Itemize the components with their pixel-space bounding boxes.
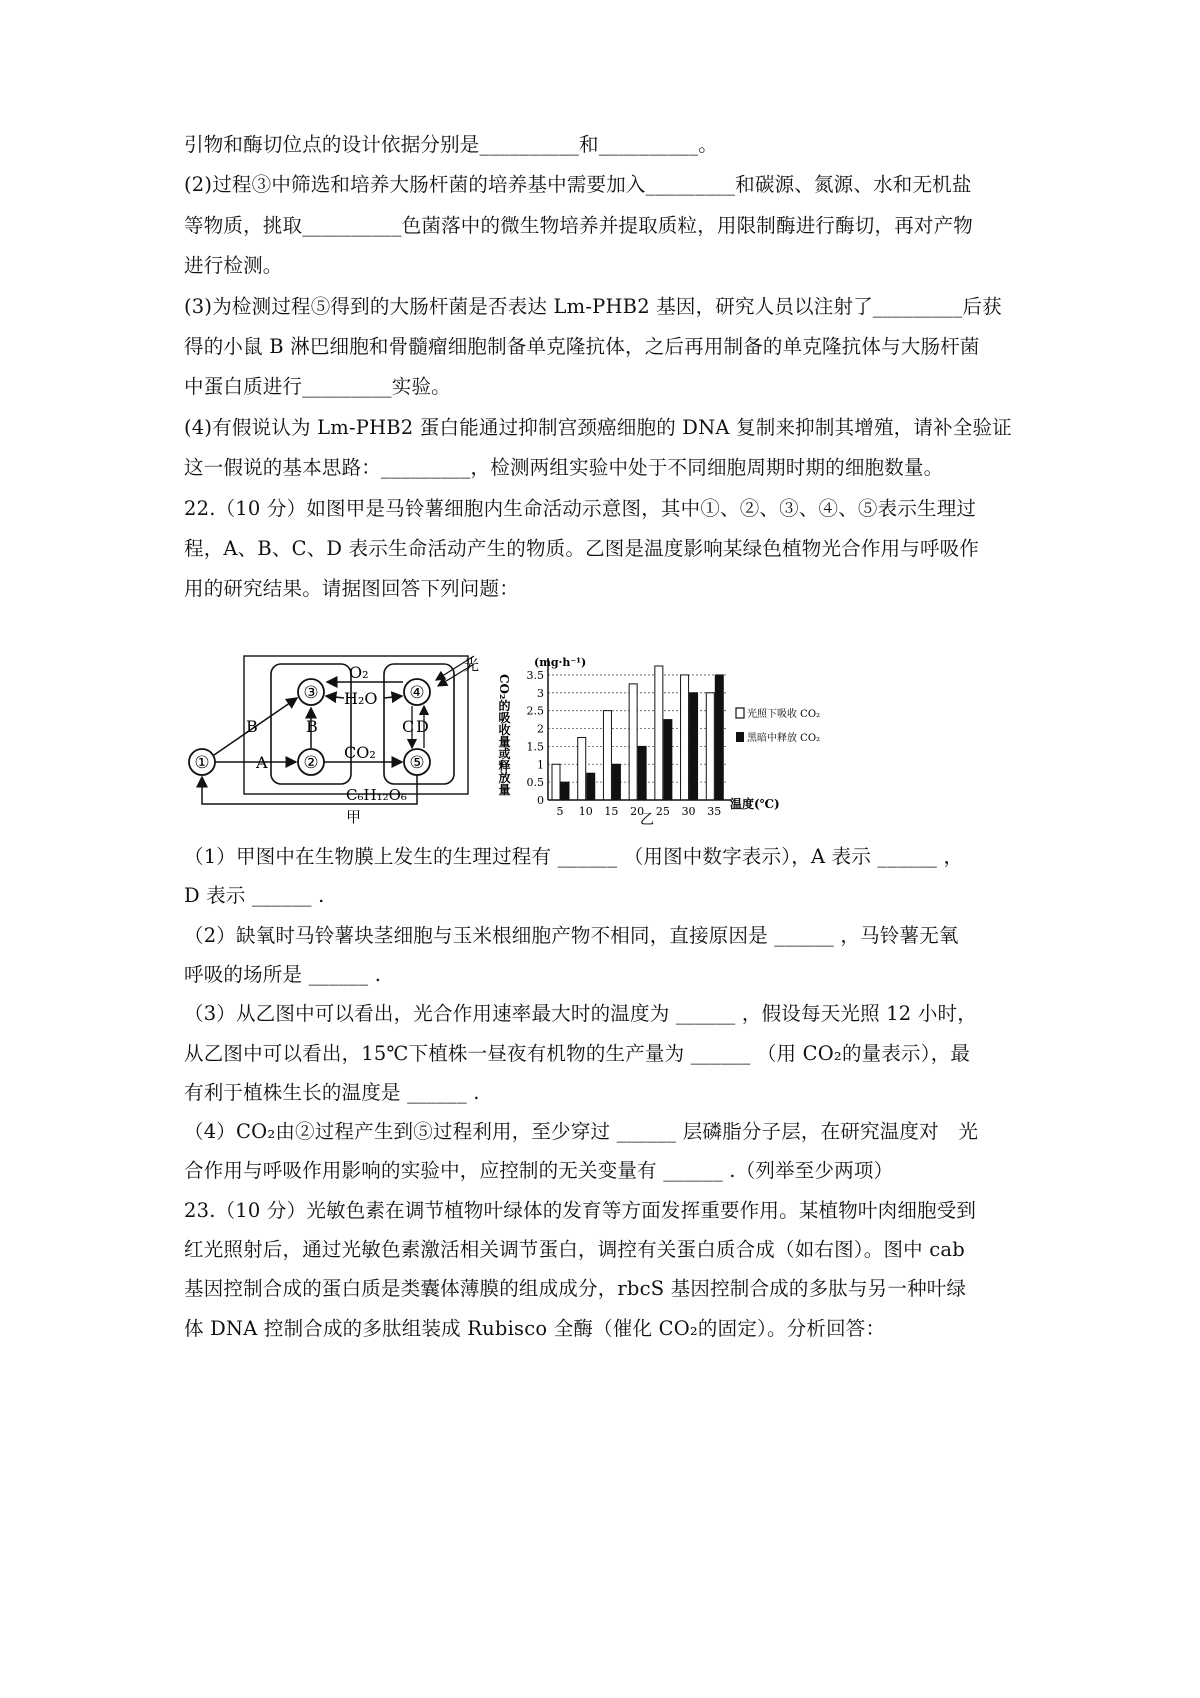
x-tick-label: 20 xyxy=(630,805,645,818)
chart-yi xyxy=(494,656,821,834)
label-D: D xyxy=(416,717,429,736)
question-line-10: 23.（10 分）光敏色素在调节植物叶绿体的发育等方面发挥重要作用。某植物叶肉细胞受到 xyxy=(184,1198,977,1222)
node-4-label: ④ xyxy=(409,683,425,703)
text-line-2: (2)过程③中筛选和培养大肠杆菌的培养基中需要加入_________和碳源、氮源、水和无机盐 xyxy=(184,173,972,197)
question-line-8: （4）CO₂由②过程产生到⑤过程利用，至少穿过 ______ 层磷脂分子层，在研究温度对 光 xyxy=(184,1120,979,1144)
arrow-h2o-to-3 xyxy=(326,696,344,698)
label-light: 光 xyxy=(464,656,480,674)
text-line-9: 这一假说的基本思路：_________，检测两组实验中处于不同细胞周期时期的细胞数量。 xyxy=(184,456,944,480)
bar-light-15 xyxy=(603,711,611,800)
question-line-11: 红光照射后，通过光敏色素激活相关调节蛋白，调控有关蛋白质合成（如右图）。图中 cab xyxy=(184,1238,965,1261)
label-B-mid: B xyxy=(306,717,318,736)
text-line-6: 得的小鼠 B 淋巴细胞和骨髓瘤细胞制备单克隆抗体，之后再用制备的单克隆抗体与大肠杆菌 xyxy=(184,335,980,358)
text-line-11: 程，A、B、C、D 表示生命活动产生的物质。乙图是温度影响某绿色植物光合作用与呼吸作 xyxy=(184,537,980,560)
bar-light-25 xyxy=(655,666,663,800)
chart-xticks xyxy=(557,805,722,818)
label-C: C xyxy=(402,717,415,736)
chart-ylabel: CO₂的吸收量或释放量 xyxy=(497,674,511,796)
question-line-9: 合作用与呼吸作用影响的实验中，应控制的无关变量有 ______ .（列举至少两项） xyxy=(184,1159,894,1183)
bar-dark-25 xyxy=(664,720,672,800)
chart-unit-label: (mg·h⁻¹) xyxy=(534,656,587,669)
legend-label-dark: 黑暗中释放 CO₂ xyxy=(747,733,821,744)
question-line-5: （3）从乙图中可以看出，光合作用速率最大时的温度为 ______ ，假设每天光照 12 小时， xyxy=(184,1002,977,1026)
legend-label-light: 光照下吸收 CO₂ xyxy=(747,709,821,720)
node-1-label: ① xyxy=(194,753,210,773)
text-line-8: (4)有假说认为 Lm-PHB2 蛋白能通过抑制宫颈癌细胞的 DNA 复制来抑制其增殖，请补全验证 xyxy=(184,415,1012,439)
bar-dark-10 xyxy=(587,773,595,800)
question-line-4: 呼吸的场所是 ______ . xyxy=(184,962,382,986)
y-tick-label: 1 xyxy=(537,758,544,772)
arrow-h2o-to-4 xyxy=(384,696,402,698)
x-tick-label: 30 xyxy=(681,805,696,818)
label-B-left: B xyxy=(246,717,258,736)
x-tick-label: 15 xyxy=(604,805,619,818)
x-tick-label: 35 xyxy=(707,805,722,818)
text-line-10: 22.（10 分）如图甲是马铃薯细胞内生命活动示意图，其中①、②、③、④、⑤表示生理过 xyxy=(184,496,977,520)
bar-dark-35 xyxy=(715,675,723,800)
node-5-label: ⑤ xyxy=(409,753,425,773)
text-line-1: 引物和酶切位点的设计依据分别是__________和__________。 xyxy=(184,133,718,156)
question-line-6: 从乙图中可以看出，15℃下植株一昼夜有机物的生产量为 ______ （用 CO₂的量表示），最 xyxy=(184,1041,971,1065)
legend-swatch-dark xyxy=(736,732,744,742)
node-2-label: ② xyxy=(303,753,319,773)
legend-swatch-light xyxy=(736,708,744,718)
y-tick-label: 0.5 xyxy=(526,776,544,790)
node-3-label: ③ xyxy=(303,683,319,703)
question-line-7: 有利于植株生长的温度是 ______ . xyxy=(184,1080,480,1104)
y-tick-label: 3 xyxy=(537,686,544,700)
y-tick-label: 2 xyxy=(537,722,544,736)
x-tick-label: 5 xyxy=(556,805,564,818)
label-CO2: CO₂ xyxy=(344,743,376,762)
x-tick-label: 25 xyxy=(655,805,670,818)
text-line-3: 等物质，挑取__________色菌落中的微生物培养并提取质粒，用限制酶进行酶切，再对产物 xyxy=(184,213,974,237)
question-line-2: D 表示 ______ . xyxy=(184,884,325,908)
question-line-3: （2）缺氧时马铃薯块茎细胞与玉米根细胞产物不相同，直接原因是 ______ ，马铃薯无氧 xyxy=(184,923,959,947)
chart-yticks xyxy=(527,669,545,807)
x-tick-label: 10 xyxy=(578,805,593,818)
label-H2O: H₂O xyxy=(344,689,378,708)
label-O2: O₂ xyxy=(349,663,369,682)
y-tick-label: 0 xyxy=(537,794,544,807)
text-line-7: 中蛋白质进行_________实验。 xyxy=(184,375,451,399)
bar-dark-30 xyxy=(690,693,698,800)
text-line-5: (3)为检测过程⑤得到的大肠杆菌是否表达 Lm-PHB2 基因，研究人员以注射了_________后获 xyxy=(184,294,1002,318)
question-line-1: （1）甲图中在生物膜上发生的生理过程有 ______ （用图中数字表示），A 表示 ______ ， xyxy=(184,845,964,868)
chart-xlabel: 温度(℃) xyxy=(730,797,780,811)
question-line-12: 基因控制合成的蛋白质是类囊体薄膜的组成成分，rbcS 基因控制合成的多肽与另一种叶绿 xyxy=(184,1277,967,1301)
chart-bars xyxy=(552,666,723,800)
bar-light-20 xyxy=(629,684,637,800)
text-line-4: 进行检测。 xyxy=(184,254,283,278)
label-A: A xyxy=(256,753,268,772)
label-glucose: C₆H₁₂O₆ xyxy=(346,786,407,804)
y-tick-label: 2.5 xyxy=(526,704,544,718)
diagram-caption: 甲 xyxy=(346,808,362,826)
bar-light-5 xyxy=(552,764,560,800)
figure-area xyxy=(184,656,821,834)
bar-dark-15 xyxy=(612,764,620,800)
diagram-jia xyxy=(184,656,484,834)
y-tick-label: 1.5 xyxy=(526,740,544,754)
y-tick-label: 3.5 xyxy=(526,668,544,682)
question-line-13: 体 DNA 控制合成的多肽组装成 Rubisco 全酶（催化 CO₂的固定）。分析回答： xyxy=(184,1316,886,1340)
bar-dark-20 xyxy=(638,746,646,800)
chart-legend xyxy=(736,707,820,744)
text-line-12: 用的研究结果。请据图回答下列问题： xyxy=(184,577,519,601)
chart-caption: 乙 xyxy=(640,812,654,828)
bar-light-30 xyxy=(681,675,689,800)
bar-light-10 xyxy=(578,737,586,800)
bar-dark-5 xyxy=(561,782,569,800)
bar-light-35 xyxy=(706,693,714,800)
